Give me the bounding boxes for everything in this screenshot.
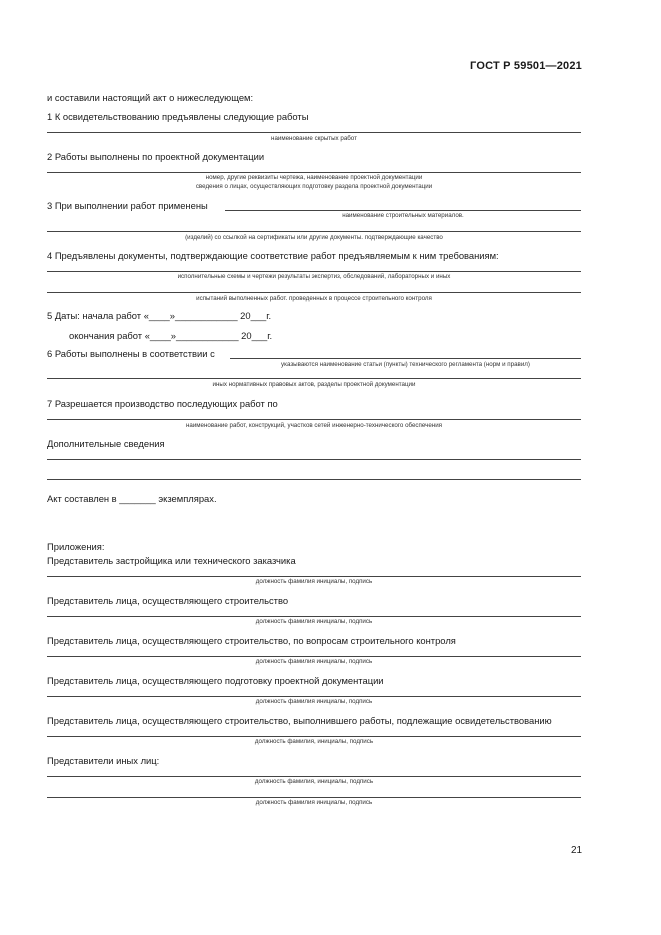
- signature-line-builder: [47, 616, 581, 617]
- item-3-caption-1: наименование строительных материалов.: [342, 212, 464, 219]
- item-6-label: 6 Работы выполнены в соответствии с: [47, 348, 215, 359]
- item-1-label: 1 К освидетельствованию предъявлены следующие работы: [47, 111, 309, 122]
- additional-info-label: Дополнительные сведения: [47, 438, 165, 449]
- item-6-caption-2: иных нормативных правовых актов, разделы проектной документации: [212, 381, 416, 388]
- item-6-line-2: [47, 378, 581, 379]
- signature-line-other-parties-1: [47, 776, 581, 777]
- signature-line-customer: [47, 576, 581, 577]
- attachments-label: Приложения:: [47, 541, 105, 552]
- additional-info-line-1: [47, 459, 581, 460]
- signature-caption-builder: должность фамилия инициалы, подпись: [255, 618, 373, 625]
- page-number: 21: [571, 845, 583, 856]
- signature-label-other-parties: Представители иных лиц:: [47, 755, 160, 766]
- item-1-line: [47, 132, 581, 133]
- item-2-label: 2 Работы выполнены по проектной документации: [47, 151, 265, 162]
- signature-caption-contractor: должность фамилия, инициалы, подпись: [254, 738, 374, 745]
- item-2-caption-2: сведения о лицах, осуществляющих подготовку раздела проектной документации: [195, 183, 433, 190]
- signature-caption-construction-control: должность фамилия инициалы, подпись: [255, 658, 373, 665]
- item-2-line-1: [47, 172, 581, 173]
- item-4-caption-2: испытаний выполненных работ. проведенных в процессе строительного контроля: [196, 295, 432, 302]
- signature-line-designer: [47, 696, 581, 697]
- item-4-line-2: [47, 292, 581, 293]
- signature-label-customer: Представитель застройщика или технического заказчика: [47, 555, 296, 566]
- signature-label-designer: Представитель лица, осуществляющего подготовку проектной документации: [47, 675, 384, 686]
- item-6-line-1: [230, 358, 581, 359]
- item-5-end-date: окончания работ «____»____________ 20___г.: [69, 330, 273, 341]
- item-4-caption-1: исполнительные схемы и чертежи результаты экспертиз, обследований, лабораторных и иных: [177, 273, 451, 280]
- item-3-caption-2: (изделий) со ссылкой на сертификаты или другие документы. подтверждающие качество: [185, 234, 443, 241]
- item-6-caption-1: указываются наименование статьи (пункты) технического регламента (норм и правил): [281, 361, 530, 368]
- signature-caption-other-parties-2: должность фамилия инициалы, подпись: [255, 799, 373, 806]
- intro-text: и составили настоящий акт о нижеследующем:: [47, 92, 254, 103]
- item-4-line-1: [47, 271, 581, 272]
- item-2-caption-1: номер, другие реквизиты чертежа, наименование проектной документации: [205, 174, 423, 181]
- item-4-label: 4 Предъявлены документы, подтверждающие соответствие работ предъявляемым к ним требованиям:: [47, 250, 499, 261]
- item-1-caption: наименование скрытых работ: [271, 135, 357, 142]
- item-3-line-2: [47, 231, 581, 232]
- item-3-line-1: [225, 210, 581, 211]
- signature-label-builder: Представитель лица, осуществляющего строительство: [47, 595, 289, 606]
- item-7-label: 7 Разрешается производство последующих работ по: [47, 398, 278, 409]
- signature-label-contractor: Представитель лица, осуществляющего строительство, выполнившего работы, подлежащие освидетельствованию: [47, 715, 552, 726]
- item-5-start-date: 5 Даты: начала работ «____»____________ 20___г.: [47, 310, 272, 321]
- item-3-label: 3 При выполнении работ применены: [47, 200, 208, 211]
- signature-label-construction-control: Представитель лица, осуществляющего строительство, по вопросам строительного контроля: [47, 635, 456, 646]
- signature-line-other-parties-2: [47, 797, 581, 798]
- additional-info-line-2: [47, 479, 581, 480]
- signature-caption-customer: должность фамилия инициалы, подпись: [255, 578, 373, 585]
- signature-line-contractor: [47, 736, 581, 737]
- item-7-caption: наименование работ, конструкций, участков сетей инженерно-технического обеспечения: [185, 422, 443, 429]
- item-7-line: [47, 419, 581, 420]
- signature-caption-other-parties-1: должность фамилия, инициалы, подпись: [254, 778, 374, 785]
- signature-line-construction-control: [47, 656, 581, 657]
- document-standard-number: ГОСТ Р 59501—2021: [470, 60, 582, 72]
- signature-caption-designer: должность фамилия инициалы, подпись: [255, 698, 373, 705]
- copies-count-text: Акт составлен в _______ экземплярах.: [47, 493, 217, 504]
